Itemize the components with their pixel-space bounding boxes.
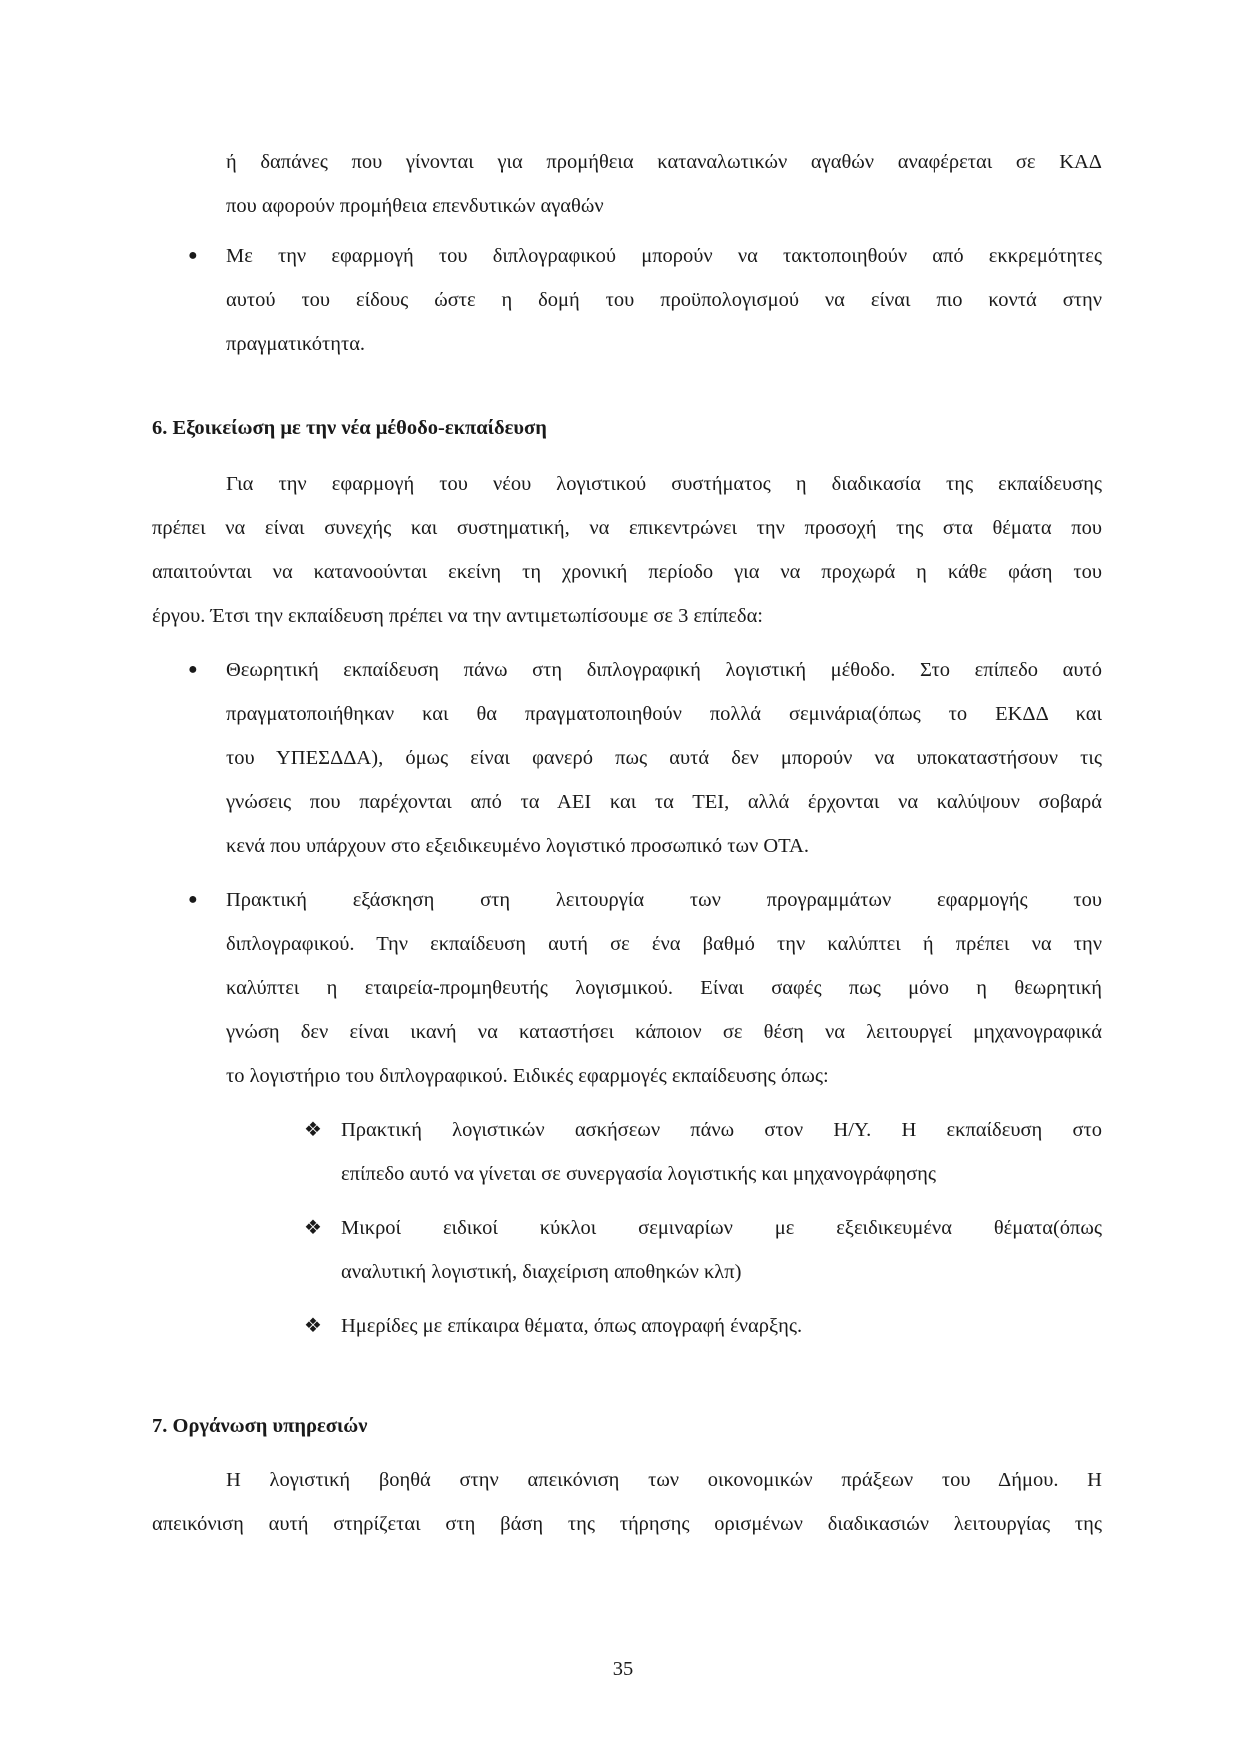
text-line: διπλογραφικού. Την εκπαίδευση αυτή σε ένα βαθμό την καλύπτει ή πρέπει να την <box>226 933 1102 955</box>
text-line: πραγματοποιήθηκαν και θα πραγματοποιηθούν πολλά σεμινάρια(όπως το ΕΚΔΔ και <box>226 703 1102 725</box>
text-line: πρέπει να είναι συνεχής και συστηματική, να επικεντρώνει την προσοχή της στα θέματα που <box>152 517 1102 539</box>
text-line: Πρακτική εξάσκηση στη λειτουργία των προγραμμάτων εφαρμογής του <box>226 889 1102 911</box>
text-line: αναλυτική λογιστική, διαχείριση αποθηκών κλπ) <box>341 1261 742 1283</box>
text-line: Για την εφαρμογή του νέου λογιστικού συστήματος η διαδικασία της εκπαίδευσης <box>226 473 1102 495</box>
page-content <box>152 140 1102 1546</box>
sub-bullet-item <box>152 1206 1102 1294</box>
bullet-item <box>152 648 1102 868</box>
diamond-bullet-icon: ❖ <box>304 1217 322 1239</box>
text-line: έργου. Έτσι την εκπαίδευση πρέπει να την αντιμετωπίσουμε σε 3 επίπεδα: <box>152 605 764 627</box>
text-line: Με την εφαρμογή του διπλογραφικού μπορούν να τακτοποιηθούν από εκκρεμότητες <box>226 245 1102 267</box>
section-paragraph <box>152 462 1102 638</box>
text-line: απεικόνιση αυτή στηρίζεται στη βάση της τήρησης ορισμένων διαδικασιών λειτουργίας της <box>152 1513 1102 1535</box>
page-number: 35 <box>612 1658 634 1680</box>
text-line: Ημερίδες με επίκαιρα θέματα, όπως απογραφή έναρξης. <box>341 1315 803 1337</box>
sub-bullet-item <box>152 1108 1102 1196</box>
text-line: γνώση δεν είναι ικανή να καταστήσει κάποιον σε θέση να λειτουργεί μηχανογραφικά <box>226 1021 1102 1043</box>
diamond-bullet-icon: ❖ <box>304 1315 322 1337</box>
text-line: επίπεδο αυτό να γίνεται σε συνεργασία λογιστικής και μηχανογράφησης <box>341 1163 936 1185</box>
text-line: γνώσεις που παρέχονται από τα ΑΕΙ και τα ΤΕΙ, αλλά έρχονται να καλύψουν σοβαρά <box>226 791 1102 813</box>
text-line: Μικροί ειδικοί κύκλοι σεμιναρίων με εξειδικευμένα θέματα(όπως <box>341 1217 1102 1239</box>
text-line: που αφορούν προμήθεια επενδυτικών αγαθών <box>226 195 604 217</box>
text-line: του ΥΠΕΣΔΔΑ), όμως είναι φανερό πως αυτά δεν μπορούν να υποκαταστήσουν τις <box>226 747 1102 769</box>
bullet-dot-icon: ● <box>188 891 198 908</box>
section-heading: 6. Εξοικείωση με την νέα μέθοδο-εκπαίδευση <box>152 417 547 439</box>
text-line: απαιτούνται να κατανοούνται εκείνη τη χρονική περίοδο για να προχωρά η κάθε φάση του <box>152 561 1102 583</box>
text-line: ή δαπάνες που γίνονται για προμήθεια καταναλωτικών αγαθών αναφέρεται σε ΚΑΔ <box>226 151 1102 173</box>
bullet-dot-icon: ● <box>188 661 198 678</box>
text-line: Θεωρητική εκπαίδευση πάνω στη διπλογραφική λογιστική μέθοδο. Στο επίπεδο αυτό <box>226 659 1102 681</box>
bullet-item <box>152 234 1102 366</box>
sub-bullet-item <box>152 1304 1102 1348</box>
text-line: Η λογιστική βοηθά στην απεικόνιση των οικονομικών πράξεων του Δήμου. Η <box>226 1469 1102 1491</box>
text-line: αυτού του είδους ώστε η δομή του προϋπολογισμού να είναι πιο κοντά στην <box>226 289 1102 311</box>
bullet-item <box>152 878 1102 1098</box>
section-heading: 7. Οργάνωση υπηρεσιών <box>152 1415 368 1437</box>
section-paragraph <box>152 1458 1102 1546</box>
text-line: καλύπτει η εταιρεία-προμηθευτής λογισμικού. Είναι σαφές πως μόνο η θεωρητική <box>226 977 1102 999</box>
text-line: το λογιστήριο του διπλογραφικού. Ειδικές εφαρμογές εκπαίδευσης όπως: <box>226 1065 829 1087</box>
bullet-dot-icon: ● <box>188 247 198 264</box>
intro-paragraph <box>152 140 1102 228</box>
diamond-bullet-icon: ❖ <box>304 1119 322 1141</box>
text-line: πραγματικότητα. <box>226 333 366 355</box>
text-line: κενά που υπάρχουν στο εξειδικευμένο λογιστικό προσωπικό των ΟΤΑ. <box>226 835 809 857</box>
text-line: Πρακτική λογιστικών ασκήσεων πάνω στον Η/Υ. Η εκπαίδευση στο <box>341 1119 1102 1141</box>
